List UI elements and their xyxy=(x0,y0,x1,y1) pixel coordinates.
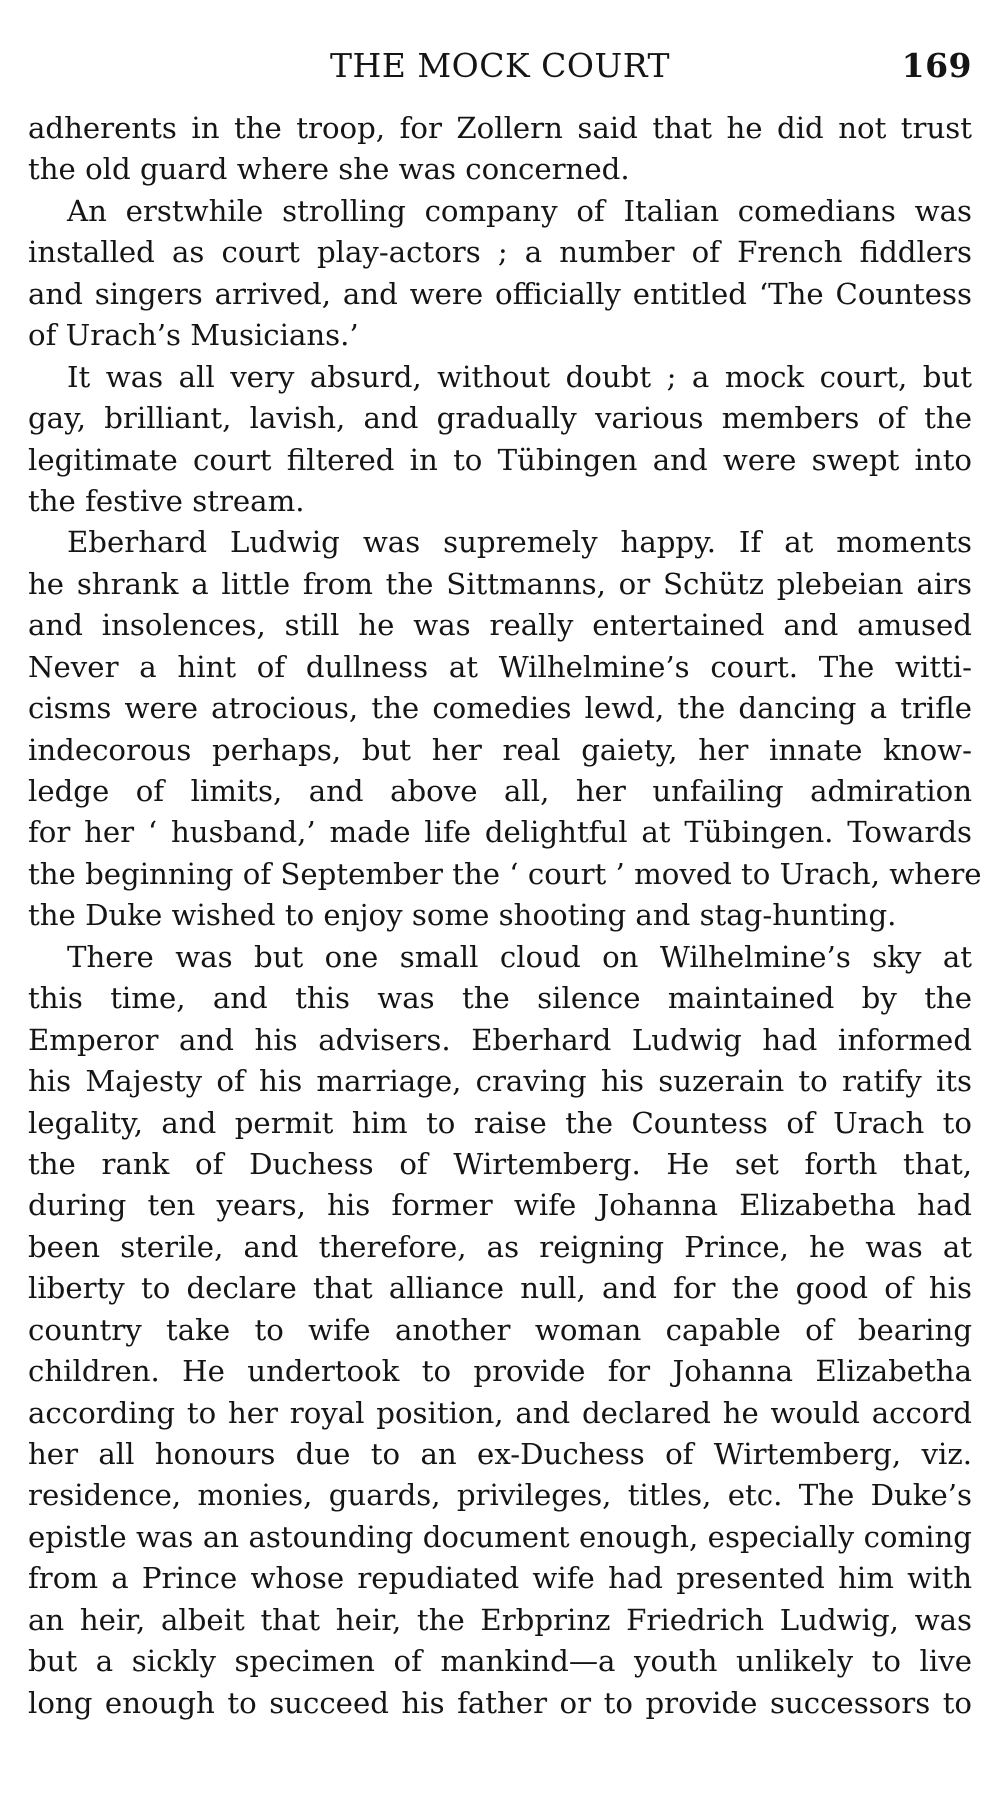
text-line: epistle was an astounding document enough, especially coming xyxy=(28,1519,972,1554)
text-line: legitimate court filtered in to Tübingen and were swept into xyxy=(28,442,972,477)
text-line: gay, brilliant, lavish, and gradually various members of the xyxy=(28,401,972,436)
text-line: during ten years, his former wife Johanna Elizabetha had xyxy=(28,1188,972,1223)
text-line: according to her royal position, and declared he would accord xyxy=(28,1395,972,1430)
text-line: from a Prince whose repudiated wife had presented him with xyxy=(28,1561,972,1596)
running-title: THE MOCK COURT xyxy=(330,46,670,85)
text-line: the old guard where she was concerned. xyxy=(28,152,630,187)
text-line: an heir, albeit that heir, the Erbprinz Friedrich Ludwig, was xyxy=(28,1602,972,1637)
text-line: he shrank a little from the Sittmanns, or Schütz plebeian airs xyxy=(28,566,972,601)
text-line: indecorous perhaps, but her real gaiety, her innate know- xyxy=(28,732,972,767)
text-line: It was all very absurd, without doubt ; a mock court, but xyxy=(67,359,972,394)
text-line: An erstwhile strolling company of Italian comedians was xyxy=(67,193,972,228)
text-line: ledge of limits, and above all, her unfailing admiration xyxy=(28,774,972,808)
text-line: the rank of Duchess of Wirtemberg. He set forth that, xyxy=(28,1146,972,1181)
text-line: her all honours due to an ex-Duchess of Wirtemberg, viz. xyxy=(28,1437,972,1471)
text-line: Emperor and his advisers. Eberhard Ludwig had informed xyxy=(28,1022,972,1057)
text-line: Eberhard Ludwig was supremely happy. If at moments xyxy=(67,525,972,560)
text-line: Never a hint of dullness at Wilhelmine’s court. The witti- xyxy=(28,649,972,684)
text-line: long enough to succeed his father or to provide successors to xyxy=(28,1685,972,1720)
body-text xyxy=(28,108,982,1724)
text-line: legality, and permit him to raise the Countess of Urach to xyxy=(28,1105,972,1140)
text-line: There was but one small cloud on Wilhelmine’s sky at xyxy=(67,939,972,974)
text-line: for her ‘ husband,’ made life delightful at Tübingen. Towards xyxy=(28,815,972,850)
text-line: the festive stream. xyxy=(28,483,305,518)
text-line: but a sickly specimen of mankind—a youth unlikely to live xyxy=(28,1644,972,1679)
text-line: residence, monies, guards, privileges, titles, etc. The Duke’s xyxy=(28,1478,972,1513)
text-line: the beginning of September the ‘ court ’ moved to Urach, where xyxy=(28,856,982,891)
text-line: and insolences, still he was really entertained and amused xyxy=(28,608,972,643)
text-line: cisms were atrocious, the comedies lewd, the dancing a trifle xyxy=(28,691,972,726)
text-line: liberty to declare that alliance null, and for the good of his xyxy=(28,1271,972,1306)
page-header xyxy=(28,38,972,94)
text-line: country take to wife another woman capable of bearing xyxy=(28,1312,972,1347)
text-line: installed as court play-actors ; a number of French fiddlers xyxy=(28,235,972,270)
text-line: the Duke wished to enjoy some shooting and stag-hunting. xyxy=(28,898,897,933)
text-line: this time, and this was the silence maintained by the xyxy=(28,981,972,1016)
text-line: adherents in the troop, for Zollern said that he did not trust xyxy=(28,111,972,145)
text-line: and singers arrived, and were officially entitled ‘The Countess xyxy=(28,276,972,311)
page-number: 169 xyxy=(901,46,972,85)
text-line: his Majesty of his marriage, craving his suzerain to ratify its xyxy=(28,1064,972,1099)
text-line: been sterile, and therefore, as reigning Prince, he was at xyxy=(28,1229,972,1264)
text-line: children. He undertook to provide for Johanna Elizabetha xyxy=(28,1354,972,1389)
text-line: of Urach’s Musicians.’ xyxy=(28,318,359,353)
